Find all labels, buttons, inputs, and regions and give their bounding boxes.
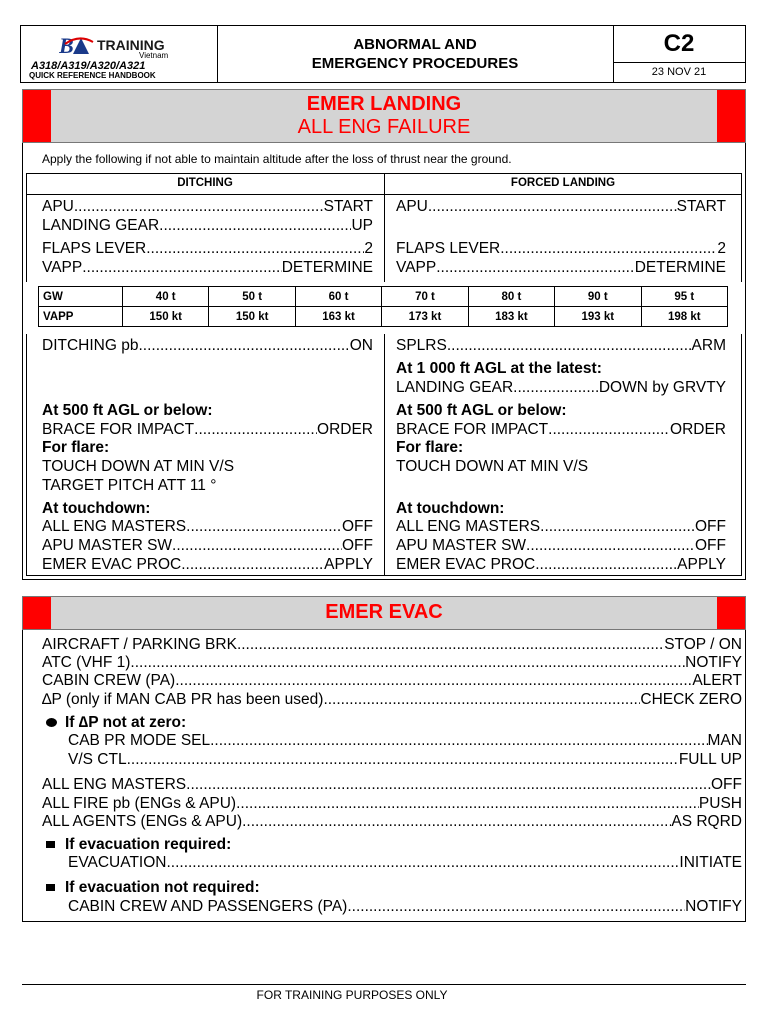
evac-fire-pb-row: ALL FIRE pb (ENGs & APU) ..... PUSH xyxy=(42,794,742,813)
forced-splrs-row: SPLRS ..... ARM xyxy=(396,336,726,355)
bay-logo-icon xyxy=(59,34,95,56)
vapp-cell: 150 kt xyxy=(123,307,209,327)
revision-date: 23 NOV 21 xyxy=(651,66,707,78)
emer-evac-title: EMER EVAC xyxy=(325,601,443,623)
gw-label-cell: GW xyxy=(39,287,123,307)
vapp-cell: 150 kt xyxy=(209,307,295,327)
svg-text:B: B xyxy=(59,34,74,56)
col-divider xyxy=(384,173,385,576)
forced-apu-master-row: APU MASTER SW ..... OFF xyxy=(396,536,726,555)
evac-cabin-crew-row: CABIN CREW (PA) ..... ALERT xyxy=(42,671,742,690)
vapp-cell: 193 kt xyxy=(555,307,641,327)
evac-cab-pr-row: CAB PR MODE SEL ..... MAN xyxy=(68,731,742,750)
evac-vs-ctl-row: V/S CTL ..... FULL UP xyxy=(68,750,742,769)
logo-sub: Vietnam xyxy=(139,51,169,60)
ditching-target-pitch: TARGET PITCH ATT 11 ° xyxy=(42,477,217,494)
forced-for-flare: For flare: xyxy=(396,439,464,456)
forced-eng-masters-row: ALL ENG MASTERS ..... OFF xyxy=(396,517,726,536)
gw-vapp-table xyxy=(38,286,728,327)
gw-cell: 90 t xyxy=(555,287,641,307)
forced-vapp-row: VAPP ..... DETERMINE xyxy=(396,258,726,277)
gw-cell: 70 t xyxy=(382,287,468,307)
forced-at1000: At 1 000 ft AGL at the latest: xyxy=(396,360,602,377)
header-title xyxy=(217,26,614,82)
evac-if-not-required: If evacuation not required: xyxy=(46,878,260,897)
bullet-circle-icon xyxy=(46,718,57,727)
procedure-code: C2 xyxy=(613,26,745,63)
aircraft-models: A318/A319/A320/A321 xyxy=(31,60,146,72)
gw-row xyxy=(39,287,728,307)
evac-atc-row: ATC (VHF 1) ..... NOTIFY xyxy=(42,653,742,672)
ditching-vapp-row: VAPP ..... DETERMINE xyxy=(42,258,373,277)
evac-agents-row: ALL AGENTS (ENGs & APU) ..... AS RQRD xyxy=(42,812,742,831)
footer-rule xyxy=(22,984,746,985)
forced-at-touchdown: At touchdown: xyxy=(396,500,505,517)
evac-if-required: If evacuation required: xyxy=(46,835,231,854)
evac-if-dp: If ∆P not at zero: xyxy=(46,713,186,732)
ditching-eng-masters-row: ALL ENG MASTERS ..... OFF xyxy=(42,517,373,536)
vapp-label-cell: VAPP xyxy=(39,307,123,327)
forced-apu-row: APU ..... START xyxy=(396,197,726,216)
gw-cell: 40 t xyxy=(123,287,209,307)
logo-text: TRAINING xyxy=(97,37,165,53)
gw-cell: 95 t xyxy=(641,287,727,307)
vapp-row xyxy=(39,307,728,327)
evac-notify-row: CABIN CREW AND PASSENGERS (PA) ..... NOTIFY xyxy=(68,897,742,916)
landing-intro: Apply the following if not able to maintain altitude after the loss of thrust near the ground. xyxy=(42,152,512,166)
handbook-label: QUICK REFERENCE HANDBOOK xyxy=(29,71,156,80)
forced-gear-down-row: LANDING GEAR ..... DOWN by GRVTY xyxy=(396,378,726,397)
vapp-cell: 163 kt xyxy=(295,307,381,327)
ditching-gear-row: LANDING GEAR ..... UP xyxy=(42,216,373,235)
evac-initiate-row: EVACUATION ..... INITIATE xyxy=(68,853,742,872)
gw-cell: 80 t xyxy=(468,287,554,307)
forced-touch-down: TOUCH DOWN AT MIN V/S xyxy=(396,458,589,475)
bullet-square-icon xyxy=(46,884,55,891)
ditching-apu-row: APU ..... START xyxy=(42,197,373,216)
emer-landing-banner xyxy=(22,89,746,143)
vapp-cell: 183 kt xyxy=(468,307,554,327)
evac-eng-masters-row: ALL ENG MASTERS ..... OFF xyxy=(42,775,742,794)
forced-landing-header: FORCED LANDING xyxy=(510,177,616,189)
forced-flaps-row: FLAPS LEVER ..... 2 xyxy=(396,239,726,258)
ditching-evac-proc-row: EMER EVAC PROC ..... APPLY xyxy=(42,555,373,574)
emer-evac-banner xyxy=(22,596,746,630)
ditching-pb-row: DITCHING pb ..... ON xyxy=(42,336,373,355)
all-eng-failure-title: ALL ENG FAILURE xyxy=(297,116,471,138)
ditching-apu-master-row: APU MASTER SW ..... OFF xyxy=(42,536,373,555)
evac-dp-row: ∆P (only if MAN CAB PR has been used) ..... CHECK ZERO xyxy=(42,690,742,709)
footer-text: FOR TRAINING PURPOSES ONLY xyxy=(256,988,448,1002)
ditching-brace-row: BRACE FOR IMPACT ..... ORDER xyxy=(42,420,373,439)
header-title-line2: EMERGENCY PROCEDURES xyxy=(311,55,519,72)
ditching-header: DITCHING xyxy=(177,177,233,189)
header-title-line1: ABNORMAL AND xyxy=(353,36,477,53)
logo-block xyxy=(21,26,218,82)
ditching-at500: At 500 ft AGL or below: xyxy=(42,402,213,419)
vapp-cell: 198 kt xyxy=(641,307,727,327)
gw-cell: 60 t xyxy=(295,287,381,307)
evac-parking-row: AIRCRAFT / PARKING BRK ..... STOP / ON xyxy=(42,635,742,654)
ditching-flaps-row: FLAPS LEVER ..... 2 xyxy=(42,239,373,258)
vapp-cell: 173 kt xyxy=(382,307,468,327)
forced-evac-proc-row: EMER EVAC PROC ..... APPLY xyxy=(396,555,726,574)
forced-at500: At 500 ft AGL or below: xyxy=(396,402,567,419)
forced-brace-row: BRACE FOR IMPACT ..... ORDER xyxy=(396,420,726,439)
ditching-at-touchdown: At touchdown: xyxy=(42,500,151,517)
bullet-square-icon xyxy=(46,841,55,848)
emer-landing-title: EMER LANDING xyxy=(306,93,462,115)
ditching-touch-down: TOUCH DOWN AT MIN V/S xyxy=(42,458,235,475)
ditching-for-flare: For flare: xyxy=(42,439,110,456)
page-header xyxy=(20,25,746,83)
gw-cell: 50 t xyxy=(209,287,295,307)
